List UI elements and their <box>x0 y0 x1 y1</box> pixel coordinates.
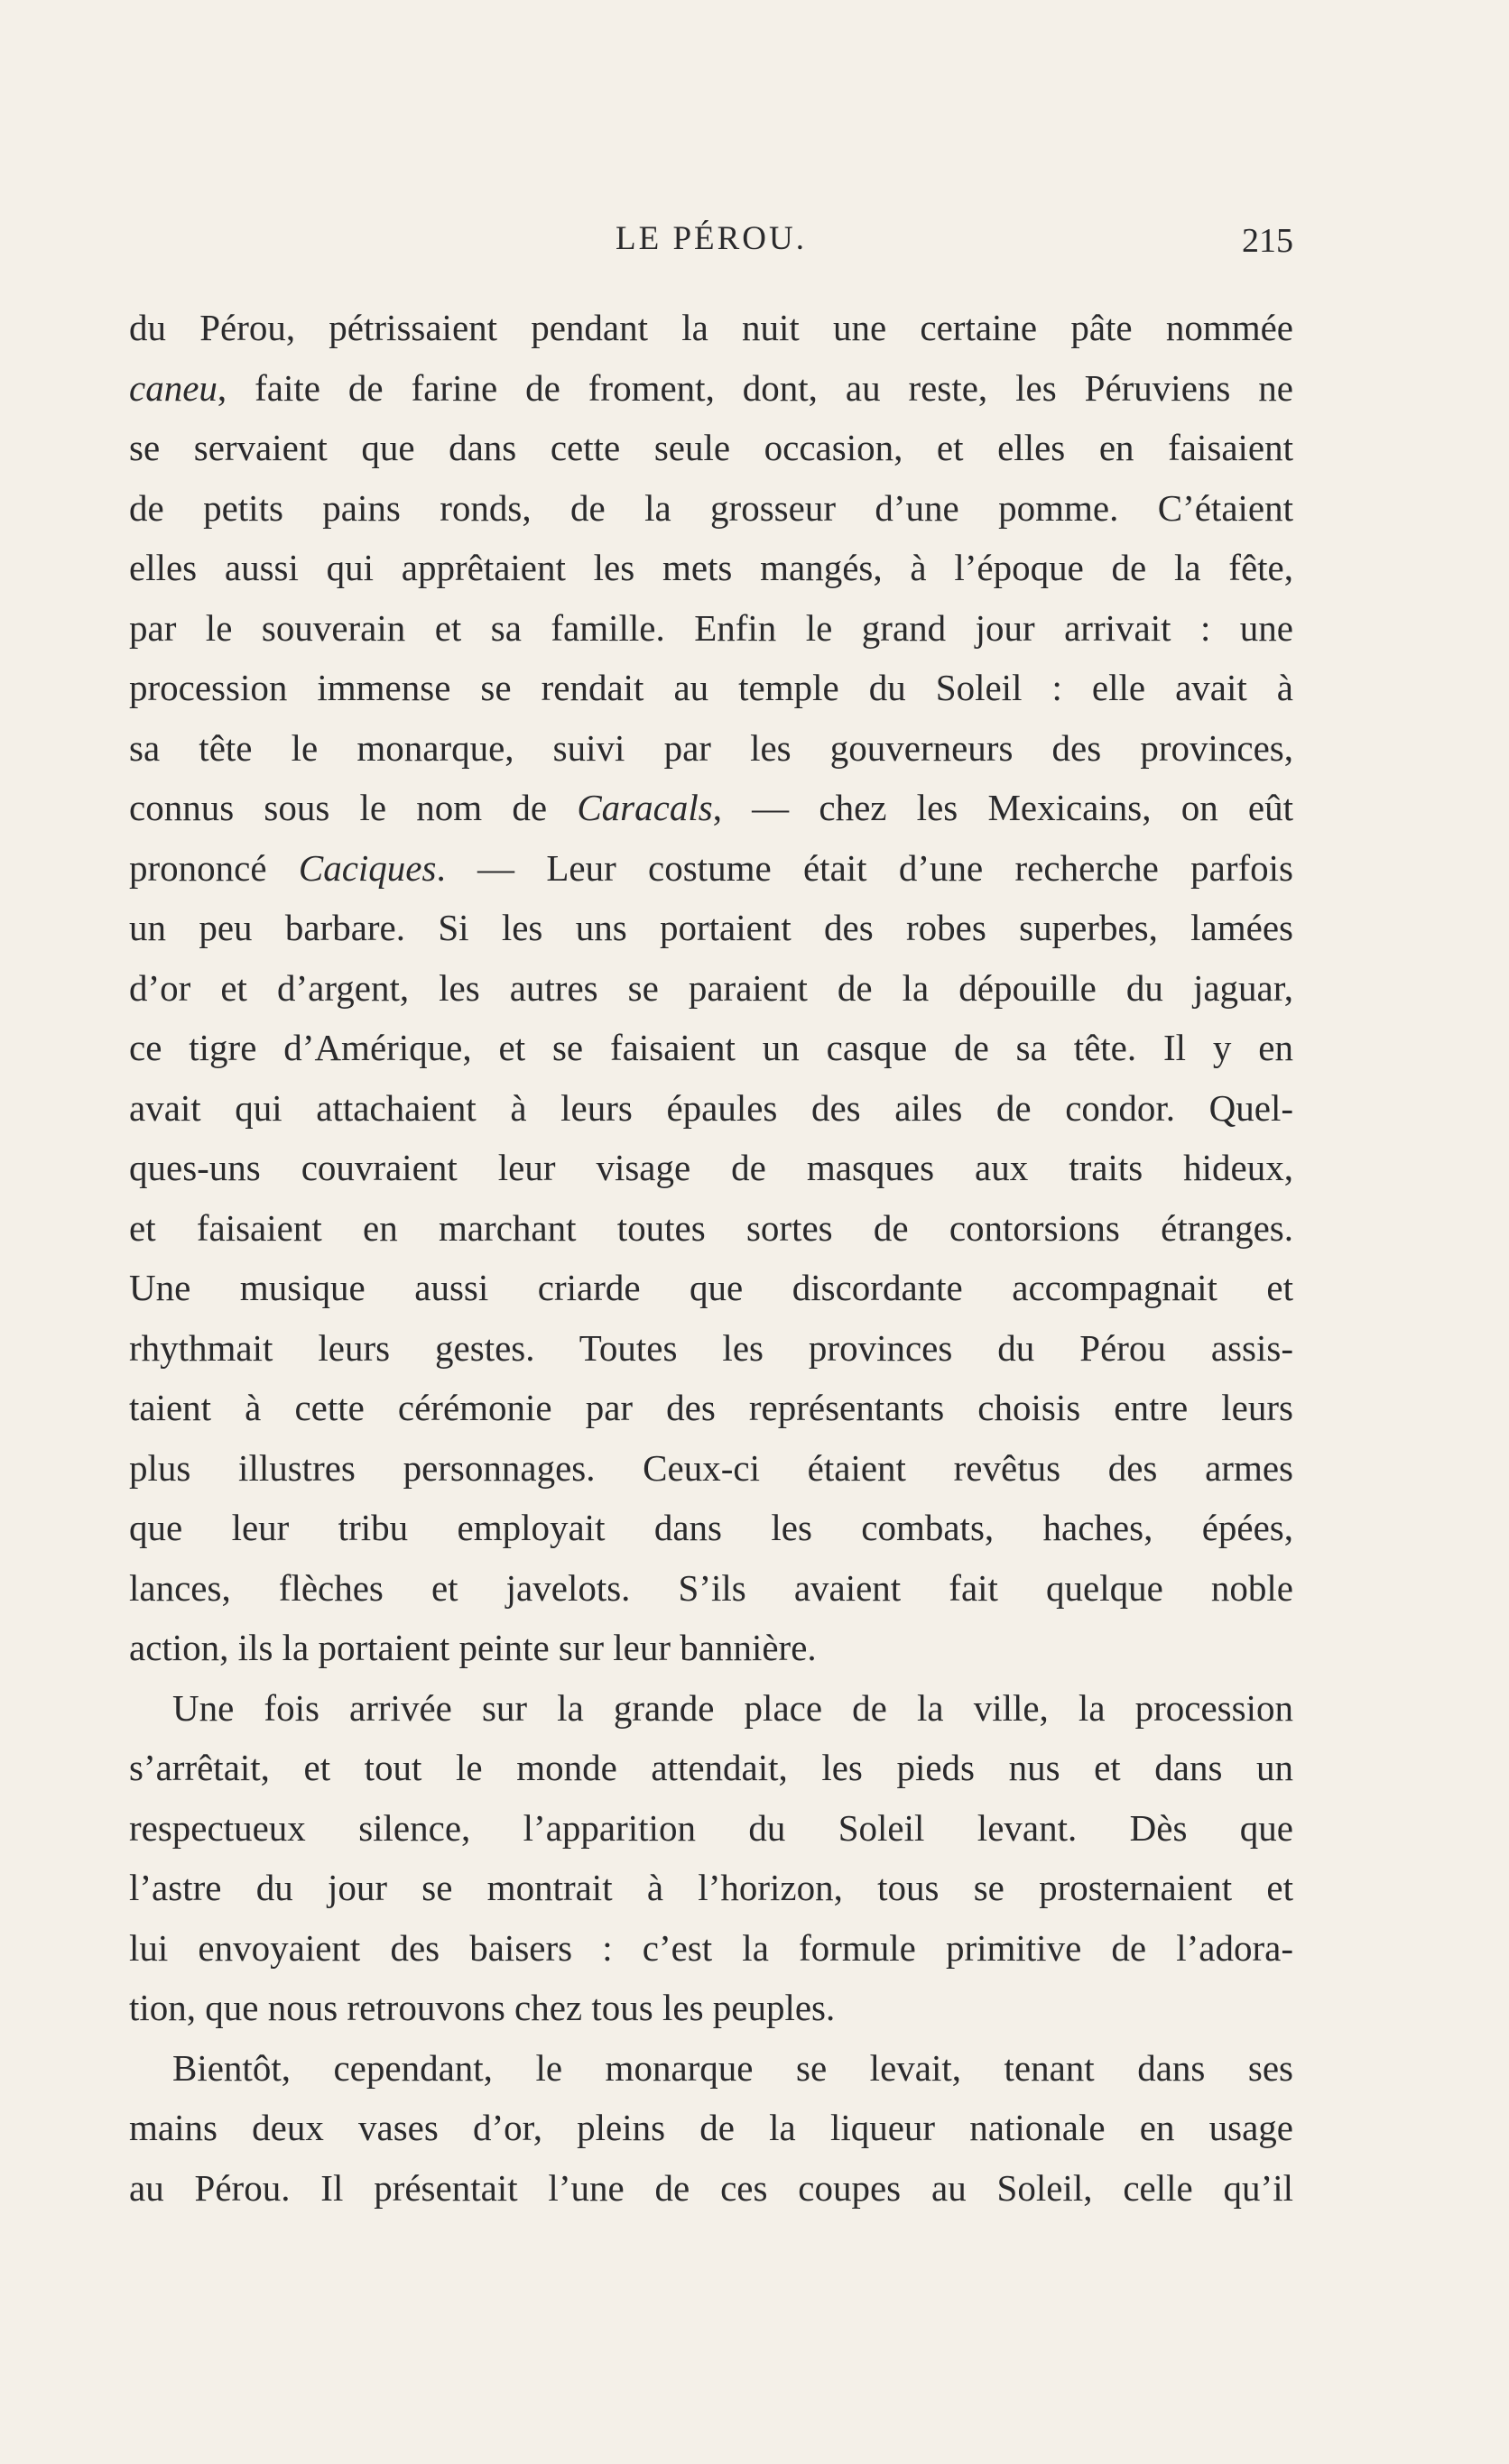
text-line: procession immense se rendait au temple du Soleil : elle avait à <box>129 667 1293 708</box>
paragraph-end-line: action, ils la portaient peinte sur leur bannière. <box>129 1627 817 1668</box>
text-line: elles aussi qui apprêtaient les mets mangés, à l’époque de la fête, <box>129 547 1293 588</box>
text-line: ce tigre d’Amérique, et se faisaient un casque de sa tête. Il y en <box>129 1027 1293 1068</box>
text-line: au Pérou. Il présentait l’une de ces coupes au Soleil, celle qu’il <box>129 2166 1293 2209</box>
text-line: et faisaient en marchant toutes sortes de contorsions étranges. <box>129 1206 1293 1249</box>
text-line: mains deux vases d’or, pleins de la liqueur nationale en usage <box>129 2107 1293 2148</box>
page-number: 215 <box>1242 222 1293 260</box>
paragraph-start-line: Une fois arrivée sur la grande place de la ville, la procession <box>172 1686 1293 1729</box>
text-line: rhythmait leurs gestes. Toutes les provinces du Pérou assis- <box>129 1326 1293 1369</box>
text-line: avait qui attachaient à leurs épaules des ailes de condor. Quel- <box>129 1086 1293 1129</box>
text-line: du Pérou, pétrissaient pendant la nuit une certaine pâte nommée <box>129 307 1293 348</box>
text-line: se servaient que dans cette seule occasion, et elles en faisaient <box>129 427 1293 468</box>
text-line: l’astre du jour se montrait à l’horizon, tous se prosternaient et <box>129 1867 1293 1908</box>
italic-term: Caciques <box>298 846 437 889</box>
text-line: connus sous le nom de Caracals, — chez les Mexicains, on eût <box>129 787 1293 828</box>
text-line: d’or et d’argent, les autres se paraient de la dépouille du jaguar, <box>129 966 1293 1009</box>
text-line: par le souverain et sa famille. Enfin le grand jour arrivait : une <box>129 606 1293 649</box>
running-head <box>129 219 1293 264</box>
text-line: lui envoyaient des baisers : c’est la formule primitive de l’adora- <box>129 1926 1293 1969</box>
text-line: taient à cette cérémonie par des représentants choisis entre leurs <box>129 1387 1293 1428</box>
text-line: Une musique aussi criarde que discordante accompagnait et <box>129 1267 1293 1308</box>
paragraph-start-line: Bientôt, cependant, le monarque se levait, tenant dans ses <box>172 2046 1293 2089</box>
running-title: LE PÉROU. <box>616 220 807 257</box>
text-line: ques-uns couvraient leur visage de masques aux traits hideux, <box>129 1147 1293 1188</box>
paragraph-end-line: tion, que nous retrouvons chez tous les peuples. <box>129 1987 836 2028</box>
text-line: s’arrêtait, et tout le monde attendait, les pieds nus et dans un <box>129 1747 1293 1788</box>
text-line: plus illustres personnages. Ceux-ci étaient revêtus des armes <box>129 1446 1293 1489</box>
italic-term: caneu <box>129 366 218 409</box>
italic-term: Caracals <box>577 787 713 828</box>
text-line: lances, flèches et javelots. S’ils avaient fait quelque noble <box>129 1566 1293 1609</box>
text-line: de petits pains ronds, de la grosseur d’une pomme. C’étaient <box>129 486 1293 529</box>
text-line: un peu barbare. Si les uns portaient des robes superbes, lamées <box>129 907 1293 948</box>
text-line: prononcé Caciques. — Leur costume était d’une recherche parfois <box>129 846 1293 889</box>
text-line: caneu, faite de farine de froment, dont, au reste, les Péruviens ne <box>129 366 1293 409</box>
text-line: que leur tribu employait dans les combats, haches, épées, <box>129 1507 1293 1548</box>
text-line: sa tête le monarque, suivi par les gouverneurs des provinces, <box>129 726 1293 769</box>
body-text <box>129 298 1293 2218</box>
text-line: respectueux silence, l’apparition du Soleil levant. Dès que <box>129 1806 1293 1849</box>
